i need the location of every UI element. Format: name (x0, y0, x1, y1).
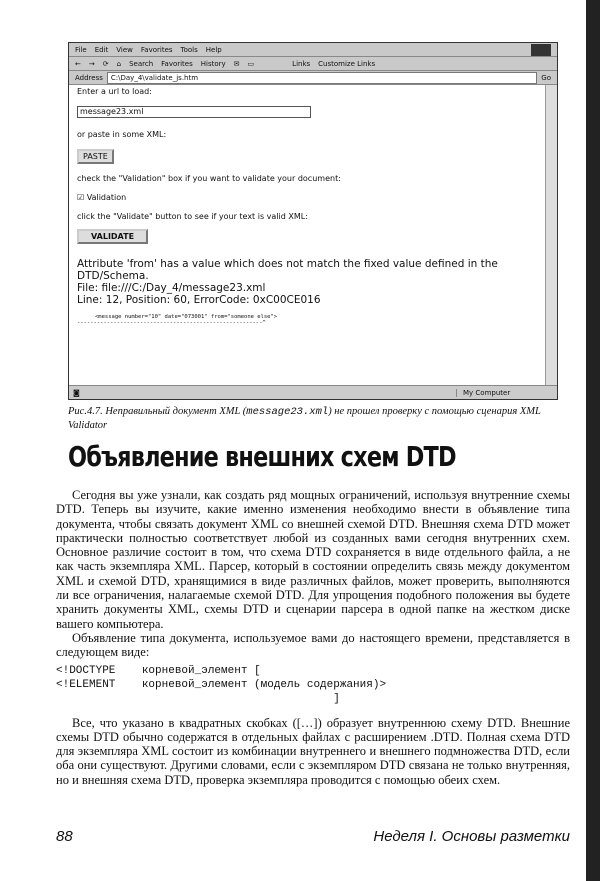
check-prompt: check the "Validation" box if you want to validate your document: (77, 174, 341, 183)
page-footer (56, 828, 570, 845)
url-prompt: Enter a url to load: (77, 87, 152, 96)
error-pointer: --------------------------------------------------------^ (77, 320, 266, 326)
caption-suffix: ) не прошел проверку с помощью сценария XML Validator (68, 406, 541, 431)
validate-button[interactable]: VALIDATE (77, 229, 148, 244)
menu-tools[interactable]: Tools (180, 45, 198, 54)
search-button[interactable]: Search (129, 59, 154, 68)
status-bar (69, 385, 557, 399)
go-button[interactable]: Go (541, 73, 551, 82)
paste-prompt: or paste in some XML: (77, 130, 167, 139)
menu-view[interactable]: View (116, 45, 133, 54)
refresh-icon[interactable]: ⟳ (102, 59, 109, 68)
status-zone: My Computer (456, 389, 553, 397)
validate-prompt: click the "Validate" button to see if your text is valid XML: (77, 212, 308, 221)
checkbox-label: Validation (86, 193, 127, 202)
address-bar (69, 71, 557, 85)
body-text (56, 488, 570, 787)
windows-logo-icon (531, 44, 551, 56)
caption-file: message23.xml (246, 406, 329, 418)
menu-favorites[interactable]: Favorites (140, 45, 173, 54)
page-icon: ◙ (73, 388, 80, 397)
validation-checkbox[interactable]: ☑ (77, 193, 85, 202)
back-icon[interactable]: ← (75, 59, 81, 68)
toolbar (69, 57, 557, 71)
address-label: Address (75, 73, 103, 82)
mail-icon[interactable]: ✉ (233, 59, 240, 68)
home-icon[interactable]: ⌂ (116, 59, 122, 68)
page-number: 88 (56, 828, 73, 845)
menu-file[interactable]: File (75, 45, 87, 54)
paragraph: Все, что указано в квадратных скобках ([…]) образует внутреннюю схему DTD. Внешние схемы DTD обычно содержатся в отдельных файлах с расширением .DTD. Полная схема DTD для экземпляра XML состоит из комбинации внутреннего и внешнего подмножества DTD, если оба они существуют. Другими словами, если с экземпляром DTD связана не только внутренняя, но и внешняя схема DTD, проверка экземпляра проводится с помощью обеих схем. (56, 715, 570, 787)
caption-prefix: Рис.4.7. Неправильный документ XML ( (68, 406, 247, 417)
paragraph: Сегодня вы уже узнали, как создать ряд мощных ограничений, используя внутренние схемы DTD. Теперь вы изучите, какие именно изменения необходимо внести в объявление типа документа, чтобы связать документ XML со внешней схемой DTD. Внешняя схема DTD может практически полностью соответствует любой из созданных вами сегодня внутренних схем. Основное различие состоит в том, что схема DTD сохраняется в виде отдельного файла, а не как часть экземпляра XML. Парсер, который в состоянии определить связь между документом XML и схемой DTD, хранящимися в виде различных файлов, может проверить, выполняются ли все ограничения, налагаемые схемой DTD. Для упрощения подобного положения вы будете хранить документы XML, схемы DTD и сценарии парсера в одной папке на жестком диске вашего компьютера. (56, 488, 570, 631)
links-button[interactable]: Links (292, 59, 311, 68)
figure-caption (68, 405, 558, 433)
error-code-line: <message number="10" date="073001" from="someone else"> (95, 314, 278, 320)
address-input[interactable]: C:\Day_4\validate_js.htm (107, 72, 537, 84)
menu-bar (69, 43, 557, 57)
customize-links-button[interactable]: Customize Links (318, 59, 376, 68)
forward-icon[interactable]: → (88, 59, 95, 68)
menu-help[interactable]: Help (205, 45, 222, 54)
error-file: File: file:///C:/Day_4/message23.xml (77, 282, 266, 294)
paragraph: Объявление типа документа, используемое вами до настоящего времени, представляется в следующем виде: (56, 630, 570, 660)
book-spine-edge (586, 0, 600, 881)
error-text: Attribute 'from' has a value which does not match the fixed value defined in the DTD/Schema. (77, 258, 498, 282)
paste-button[interactable]: PASTE (77, 149, 114, 164)
running-title: Неделя I. Основы разметки (373, 828, 570, 845)
error-position: Line: 12, Position: 60, ErrorCode: 0xC00CE016 (77, 294, 321, 306)
vertical-scrollbar[interactable] (545, 85, 557, 385)
error-message (77, 258, 537, 306)
page-content (69, 85, 545, 385)
history-button[interactable]: History (200, 59, 226, 68)
print-icon[interactable]: ▭ (247, 59, 255, 68)
menu-edit[interactable]: Edit (94, 45, 109, 54)
section-heading: Объявление внешних схем DTD (68, 440, 456, 473)
browser-window (68, 42, 558, 400)
error-source (77, 314, 537, 326)
url-input[interactable]: message23.xml (77, 106, 311, 118)
favorites-button[interactable]: Favorites (161, 59, 193, 68)
code-block: <!DOCTYPE корневой_элемент [ <!ELEMENT корневой_элемент (модель содержания)> ] (56, 664, 387, 705)
